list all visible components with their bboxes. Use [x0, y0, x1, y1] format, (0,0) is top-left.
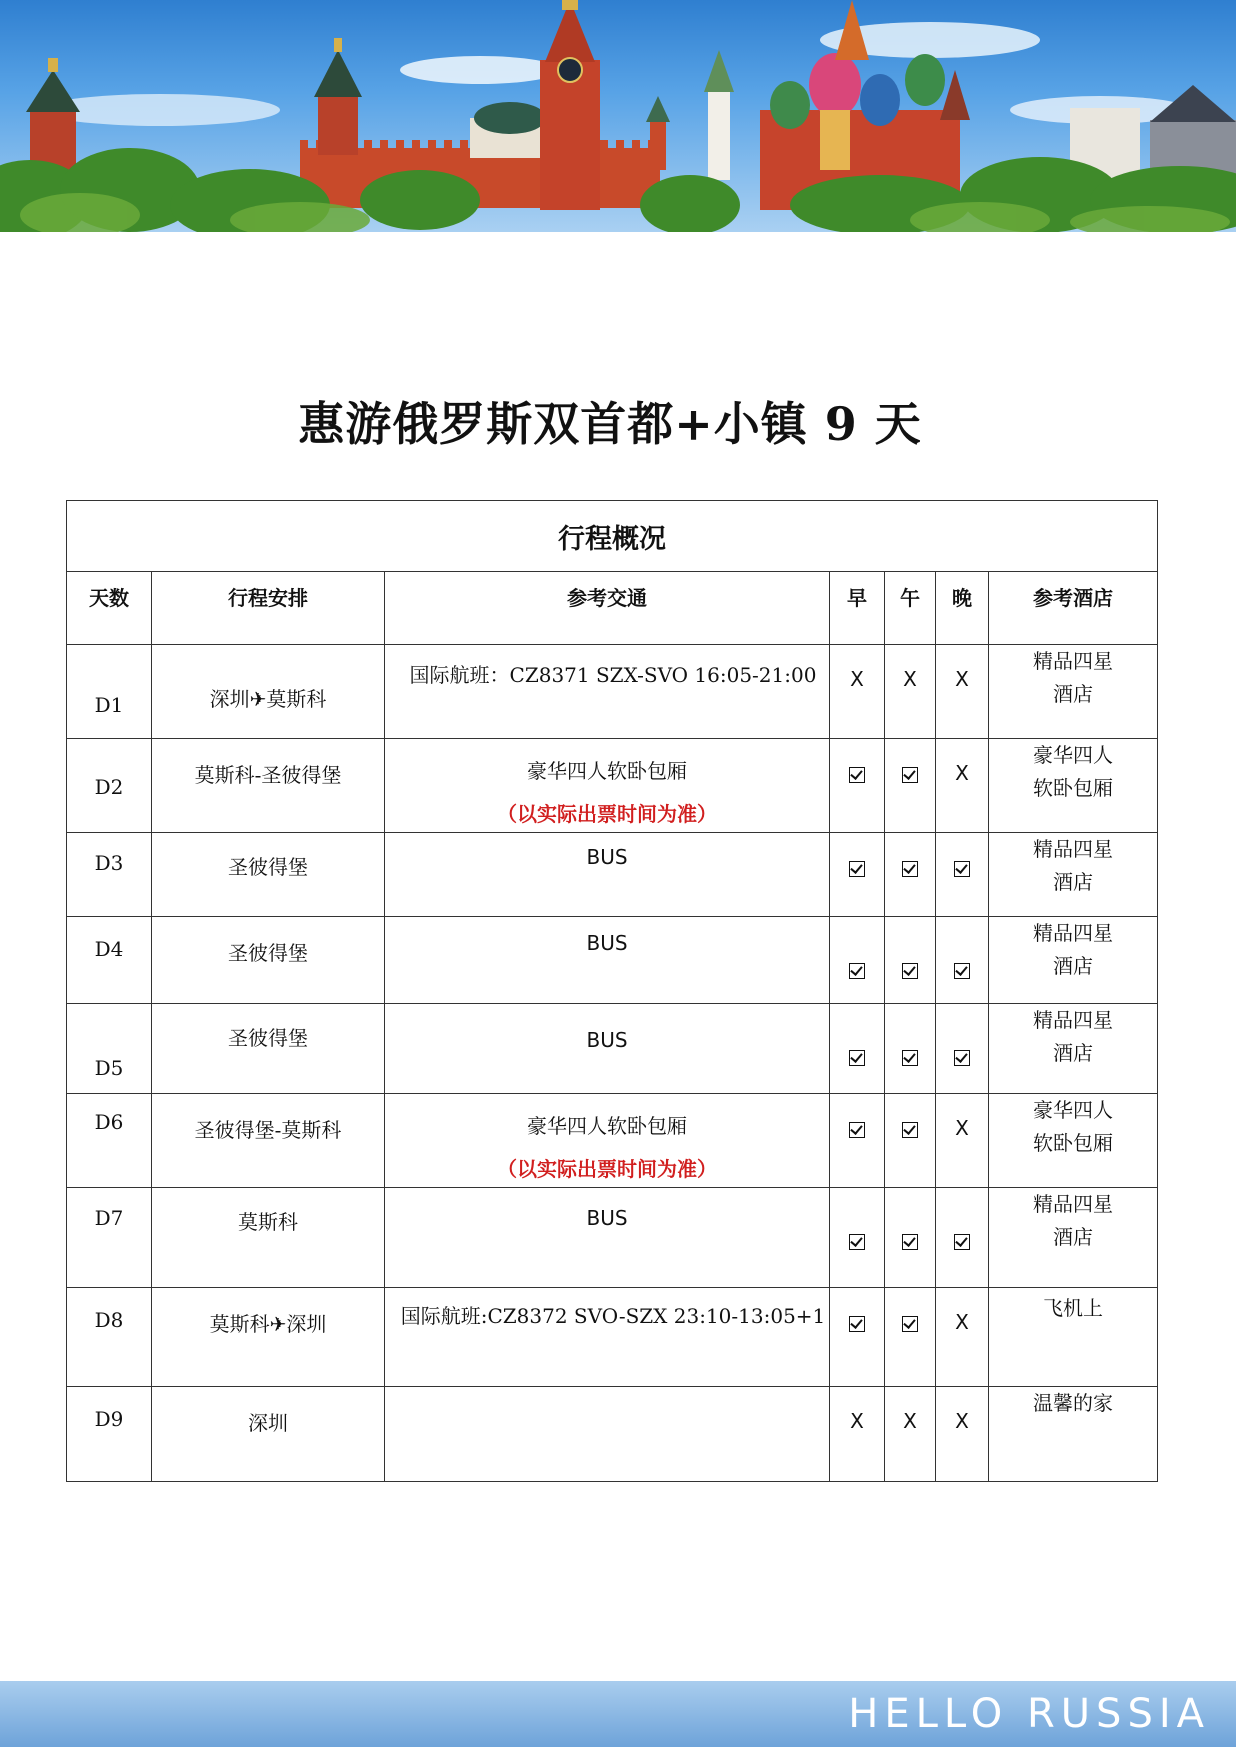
schedule-text: 圣彼得堡-莫斯科 — [194, 1118, 342, 1142]
meal-excluded-mark: X — [955, 761, 969, 785]
hotel-line: 精品四星 — [1033, 649, 1114, 673]
hotel-line: 精品四星 — [1033, 1008, 1114, 1032]
transport-text: 豪华四人软卧包厢 — [527, 1114, 687, 1138]
transport-cell — [385, 645, 830, 739]
dinner-cell — [936, 1288, 989, 1387]
hotel-cell — [989, 1188, 1158, 1288]
meal-excluded-mark: X — [903, 1409, 917, 1433]
day-label: D7 — [94, 1206, 124, 1230]
hotel-line: 温馨的家 — [1033, 1391, 1114, 1415]
header-banner-image — [0, 0, 1236, 232]
checkbox-checked-icon — [902, 1234, 918, 1250]
breakfast-cell — [830, 833, 885, 917]
itinerary-table — [66, 500, 1158, 1482]
hotel-cell — [989, 1387, 1158, 1482]
transport-text: 国际航班:CZ8372 SVO-SZX 23:10-13:05+1 — [400, 1304, 826, 1328]
dinner-cell — [936, 833, 989, 917]
checkbox-checked-icon — [849, 1316, 865, 1332]
meal-excluded-mark: X — [955, 667, 969, 691]
header-breakfast: 早 — [830, 572, 885, 645]
table-body — [67, 645, 1158, 1482]
checkbox-checked-icon — [902, 1050, 918, 1066]
lunch-cell — [885, 1288, 936, 1387]
checkbox-checked-icon — [954, 963, 970, 979]
lunch-cell — [885, 1094, 936, 1188]
header-schedule: 行程安排 — [152, 572, 385, 645]
lunch-cell — [885, 833, 936, 917]
transport-text: BUS — [586, 845, 628, 869]
table-header-row — [67, 572, 1158, 645]
day-label: D1 — [94, 693, 124, 717]
hotel-cell — [989, 645, 1158, 739]
table-caption: 行程概况 — [67, 501, 1158, 572]
hotel-cell — [989, 833, 1158, 917]
schedule-cell — [152, 739, 385, 833]
transport-cell — [385, 739, 830, 833]
schedule-cell — [152, 833, 385, 917]
day-cell — [67, 645, 152, 739]
day-cell — [67, 1387, 152, 1482]
meal-excluded-mark: X — [850, 1409, 864, 1433]
lunch-cell — [885, 645, 936, 739]
table-row — [67, 1004, 1158, 1094]
day-cell — [67, 739, 152, 833]
day-label: D4 — [94, 937, 124, 961]
schedule-text: 圣彼得堡 — [228, 855, 308, 879]
day-cell — [67, 833, 152, 917]
transport-text: 豪华四人软卧包厢 — [527, 759, 687, 783]
table-row — [67, 1188, 1158, 1288]
table-row — [67, 833, 1158, 917]
schedule-cell — [152, 1004, 385, 1094]
meal-excluded-mark: X — [955, 1116, 969, 1140]
lunch-cell — [885, 1004, 936, 1094]
schedule-text: 圣彼得堡 — [228, 941, 308, 965]
schedule-cell — [152, 1188, 385, 1288]
hotel-line: 酒店 — [1053, 1041, 1094, 1065]
day-cell — [67, 917, 152, 1004]
hotel-line: 酒店 — [1053, 682, 1094, 706]
day-cell — [67, 1094, 152, 1188]
table-row — [67, 645, 1158, 739]
checkbox-checked-icon — [954, 861, 970, 877]
hotel-line: 软卧包厢 — [1033, 776, 1114, 800]
schedule-text: 深圳✈莫斯科 — [209, 687, 327, 711]
transport-text: BUS — [586, 1206, 628, 1230]
checkbox-checked-icon — [849, 1050, 865, 1066]
header-day: 天数 — [67, 572, 152, 645]
dinner-cell — [936, 739, 989, 833]
transport-text: 国际航班：CZ8371 SZX-SVO 16:05-21:00 — [409, 663, 817, 687]
schedule-text: 圣彼得堡 — [228, 1026, 308, 1050]
transport-cell — [385, 1094, 830, 1188]
day-label: D9 — [94, 1407, 124, 1431]
checkbox-checked-icon — [902, 861, 918, 877]
hotel-line: 精品四星 — [1033, 837, 1114, 861]
hotel-cell — [989, 1288, 1158, 1387]
hotel-line: 精品四星 — [1033, 921, 1114, 945]
meal-excluded-mark: X — [955, 1409, 969, 1433]
lunch-cell — [885, 1387, 936, 1482]
checkbox-checked-icon — [849, 963, 865, 979]
dinner-cell — [936, 1094, 989, 1188]
table-caption-row — [67, 501, 1158, 572]
schedule-cell — [152, 1387, 385, 1482]
breakfast-cell — [830, 917, 885, 1004]
checkbox-checked-icon — [902, 963, 918, 979]
dinner-cell — [936, 1188, 989, 1288]
hotel-cell — [989, 739, 1158, 833]
header-transport: 参考交通 — [385, 572, 830, 645]
hotel-cell — [989, 917, 1158, 1004]
schedule-cell — [152, 1288, 385, 1387]
meal-excluded-mark: X — [903, 667, 917, 691]
table-row — [67, 1387, 1158, 1482]
meal-excluded-mark: X — [955, 1310, 969, 1334]
transport-cell — [385, 917, 830, 1004]
footer-slogan: HELLO RUSSIA — [848, 1691, 1210, 1737]
hotel-line: 飞机上 — [1043, 1296, 1104, 1320]
hotel-line: 豪华四人 — [1033, 1098, 1114, 1122]
table-row — [67, 917, 1158, 1004]
transport-text: BUS — [586, 931, 628, 955]
day-cell — [67, 1188, 152, 1288]
checkbox-checked-icon — [849, 861, 865, 877]
checkbox-checked-icon — [954, 1050, 970, 1066]
table-row — [67, 1288, 1158, 1387]
checkbox-checked-icon — [849, 1122, 865, 1138]
schedule-cell — [152, 645, 385, 739]
checkbox-checked-icon — [954, 1234, 970, 1250]
ticket-time-note: （以实际出票时间为准） — [497, 1157, 717, 1181]
transport-cell — [385, 1004, 830, 1094]
schedule-cell — [152, 917, 385, 1004]
schedule-text: 莫斯科✈深圳 — [209, 1312, 327, 1336]
breakfast-cell — [830, 1387, 885, 1482]
transport-cell — [385, 1188, 830, 1288]
transport-text: BUS — [586, 1028, 628, 1052]
day-label: D3 — [94, 851, 124, 875]
day-cell — [67, 1288, 152, 1387]
hotel-line: 精品四星 — [1033, 1192, 1114, 1216]
table-row — [67, 739, 1158, 833]
breakfast-cell — [830, 1188, 885, 1288]
breakfast-cell — [830, 1004, 885, 1094]
transport-cell — [385, 1288, 830, 1387]
hotel-line: 酒店 — [1053, 870, 1094, 894]
dinner-cell — [936, 917, 989, 1004]
meal-excluded-mark: X — [850, 667, 864, 691]
dinner-cell — [936, 1387, 989, 1482]
day-label: D2 — [94, 775, 124, 799]
hotel-cell — [989, 1094, 1158, 1188]
header-hotel: 参考酒店 — [989, 572, 1158, 645]
day-cell — [67, 1004, 152, 1094]
dinner-cell — [936, 1004, 989, 1094]
day-label: D6 — [94, 1110, 124, 1134]
schedule-text: 深圳 — [248, 1411, 288, 1435]
schedule-text: 莫斯科 — [238, 1210, 298, 1234]
checkbox-checked-icon — [902, 1316, 918, 1332]
schedule-cell — [152, 1094, 385, 1188]
checkbox-checked-icon — [902, 767, 918, 783]
ticket-time-note: （以实际出票时间为准） — [497, 802, 717, 826]
dinner-cell — [936, 645, 989, 739]
hotel-cell — [989, 1004, 1158, 1094]
hotel-line: 豪华四人 — [1033, 743, 1114, 767]
header-lunch: 午 — [885, 572, 936, 645]
transport-cell — [385, 1387, 830, 1482]
moscow-skyline-illustration — [0, 0, 1236, 232]
lunch-cell — [885, 917, 936, 1004]
hotel-line: 酒店 — [1053, 1225, 1094, 1249]
lunch-cell — [885, 1188, 936, 1288]
hotel-line: 软卧包厢 — [1033, 1131, 1114, 1155]
checkbox-checked-icon — [902, 1122, 918, 1138]
breakfast-cell — [830, 1288, 885, 1387]
schedule-text: 莫斯科-圣彼得堡 — [194, 763, 342, 787]
lunch-cell — [885, 739, 936, 833]
checkbox-checked-icon — [849, 767, 865, 783]
header-dinner: 晚 — [936, 572, 989, 645]
document-title: 惠游俄罗斯双首都+小镇 9 天 — [298, 397, 922, 451]
breakfast-cell — [830, 1094, 885, 1188]
table-row — [67, 1094, 1158, 1188]
footer-bar — [0, 1681, 1236, 1747]
day-label: D8 — [94, 1308, 124, 1332]
checkbox-checked-icon — [849, 1234, 865, 1250]
breakfast-cell — [830, 739, 885, 833]
hotel-line: 酒店 — [1053, 954, 1094, 978]
day-label: D5 — [94, 1056, 124, 1080]
transport-cell — [385, 833, 830, 917]
breakfast-cell — [830, 645, 885, 739]
